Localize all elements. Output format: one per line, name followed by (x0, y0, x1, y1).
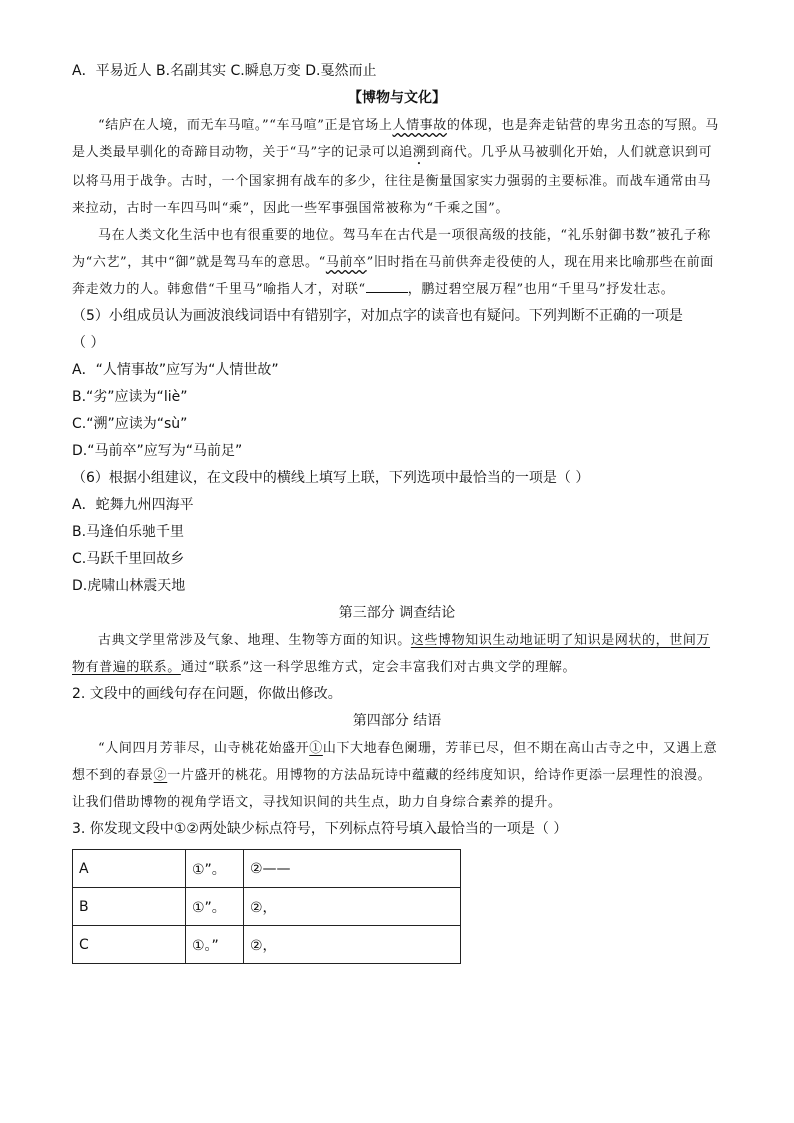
q5-stem: （5）小组成员认为画波浪线词语中有错别字，对加点字的读音也有疑问。下列判断不正确的一项是 (72, 308, 683, 324)
option-letter: A (73, 850, 186, 888)
q6-option-d[interactable]: D.虎啸山林震天地 (72, 578, 186, 594)
underlined-sentence: 这些博物知识生动地证明了知识是网状的，世间万物有普遍的联系。 (72, 633, 711, 675)
q5-option-d[interactable]: D.“马前卒”应写为“马前足” (72, 443, 243, 459)
option-mark-2: ②， (244, 888, 461, 926)
part3-paragraph: 古典文学里常涉及气象、地理、生物等方面的知识。这些博物知识生动地证明了知识是网状的，世间万物有普遍的联系。通过“联系”这一科学思维方式，定会丰富我们对古典文学的理解。 (72, 633, 711, 675)
exam-page (72, 58, 722, 964)
option-mark-2: ②—— (244, 850, 461, 888)
option-mark-2: ②， (244, 926, 461, 964)
fill-in-blank[interactable] (366, 278, 408, 293)
option-mark-1: ①”。 (186, 850, 244, 888)
q5-option-b[interactable]: B.“劣”应读为“liè” (72, 389, 188, 405)
table-row[interactable] (73, 850, 461, 888)
blank-marker-1: ① (309, 741, 323, 756)
wavy-underlined-word-2: 马前卒 (325, 255, 367, 270)
part4-paragraph: “人间四月芳菲尽，山寺桃花始盛开①山下大地春色阑珊，芳菲已尽，但不期在高山古寺之中，又遇上意想不到的春景②一片盛开的桃花。用博物的方法品玩诗中蕴藏的经纬度知识，给诗作更添一层理性的浪漫。让我们借助博物的视角学语文，寻找知识间的共生点，助力自身综合素养的提升。 (72, 741, 718, 810)
section-heading-bowu: 【博物与文化】 (348, 90, 446, 106)
q6-option-b[interactable]: B.马逢伯乐驰千里 (72, 524, 185, 540)
q1-options: A．平易近人 B.名副其实 C.瞬息万变 D.戛然而止 (72, 63, 377, 79)
table-row[interactable] (73, 926, 461, 964)
q2-stem: 2. 文段中的画线句存在问题，你做出修改。 (72, 686, 342, 702)
q5-answer-paren: （ ） (72, 335, 105, 351)
passage-paragraph-1: “结庐在人境，而无车马喧。”“车马喧”正是官场上人情事故的体现，也是奔走钻营的卑劣丑态的写照。马是人类最早驯化的奇蹄目动物，关于“马”字的记录可以追溯到商代。几乎从马被驯化开始，人们就意识到可以将马用于战争。古时，一个国家拥有战车的多少，往往是衡量国家实力强弱的主要标准。而战车通常由马来拉动，古时一车四马叫“乘”，因此一些军事强国常被称为“千乘之国”。 (72, 118, 719, 216)
q6-stem: （6）根据小组建议，在文段中的横线上填写上联，下列选项中最恰当的一项是（ ） (72, 470, 590, 486)
q3-stem: 3. 你发现文段中①②两处缺少标点符号，下列标点符号填入最恰当的一项是（ ） (72, 821, 568, 837)
passage-paragraph-2: 马在人类文化生活中也有很重要的地位。驾马车在古代是一项很高级的技能，“礼乐射御书数”被孔子称为“六艺”，其中“御”就是驾马车的意思。“马前卒”旧时指在马前供奔走役使的人，现在用来比喻那些在前面奔走效力的人。韩愈借“千里马”喻指人才，对联“ ，鹏过碧空展万程”也用“千里马”抒发壮志。 (72, 228, 714, 297)
q3-options-table (72, 849, 461, 964)
q5-option-c[interactable]: C.“溯”应读为“sù” (72, 416, 188, 432)
q6-option-c[interactable]: C.马跃千里回故乡 (72, 551, 185, 567)
option-mark-1: ①。” (186, 926, 244, 964)
option-mark-1: ①”。 (186, 888, 244, 926)
table-row[interactable] (73, 888, 461, 926)
q5-option-a[interactable]: A．“人情事故”应写为“人情世故” (72, 362, 279, 378)
option-letter: C (73, 926, 186, 964)
part3-title: 第三部分 调查结论 (338, 605, 456, 621)
blank-marker-2: ② (153, 768, 168, 783)
dotted-character-su: 溯 (412, 145, 427, 160)
option-letter: B (73, 888, 186, 926)
q6-option-a[interactable]: A．蛇舞九州四海平 (72, 497, 194, 513)
wavy-underlined-word-1: 人情事故 (392, 118, 447, 133)
part4-title: 第四部分 结语 (352, 713, 442, 729)
